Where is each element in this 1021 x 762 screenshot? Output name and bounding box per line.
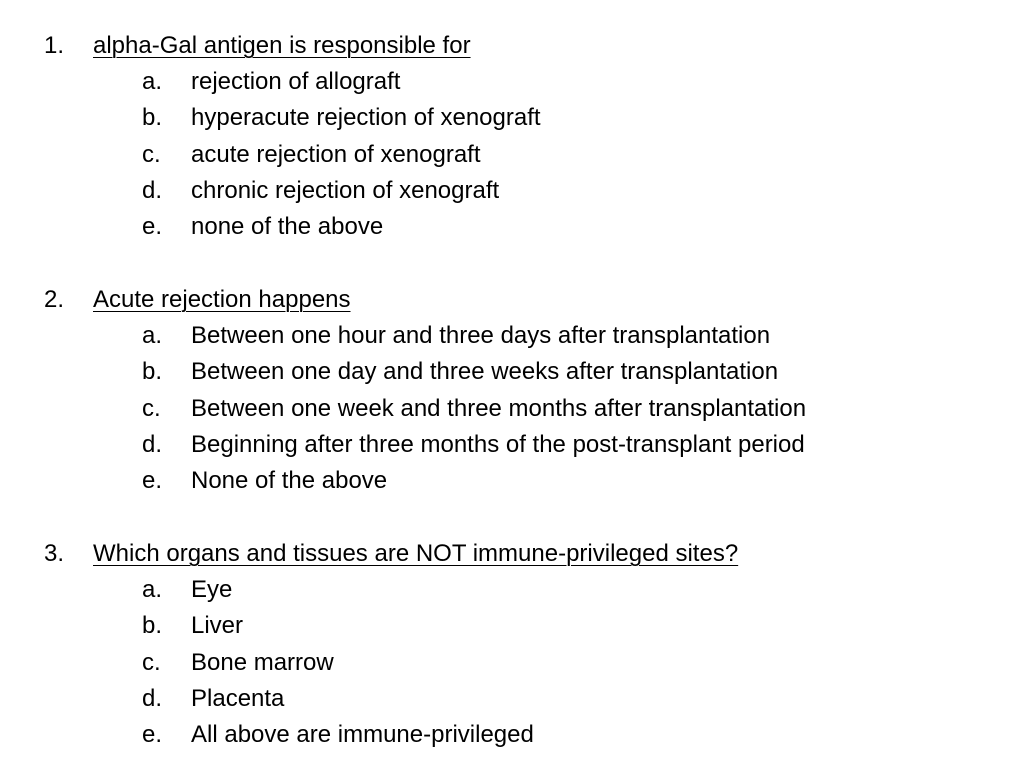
option-letter: c. (142, 394, 161, 422)
option-list (0, 64, 1021, 245)
option-text: Between one hour and three days after transplantation (191, 322, 771, 349)
option-letter: d. (142, 176, 163, 204)
option-letter: d. (142, 430, 163, 458)
option-letter: c. (142, 648, 161, 676)
option-text: chronic rejection of xenograft (191, 176, 500, 204)
option-d (0, 427, 1021, 463)
question-header (0, 536, 1021, 572)
option-text: rejection of allograft (191, 68, 401, 95)
option-letter: a. (142, 68, 163, 95)
option-b (0, 100, 1021, 136)
question-text: Acute rejection happens (93, 286, 351, 313)
option-text: Beginning after three months of the post-transplant period (191, 430, 805, 458)
option-letter: b. (142, 358, 163, 386)
option-b (0, 354, 1021, 390)
option-e (0, 463, 1021, 499)
question-1 (0, 28, 1021, 245)
option-e (0, 209, 1021, 245)
option-c (0, 391, 1021, 427)
option-list (0, 318, 1021, 499)
question-number: 1. (44, 32, 65, 59)
option-a (0, 318, 1021, 354)
option-list (0, 572, 1021, 753)
option-b (0, 608, 1021, 644)
option-c (0, 645, 1021, 681)
question-2 (0, 282, 1021, 499)
option-a (0, 64, 1021, 100)
option-text: none of the above (191, 213, 384, 241)
option-text: Placenta (191, 684, 285, 712)
option-letter: b. (142, 104, 163, 132)
question-header (0, 282, 1021, 318)
option-d (0, 681, 1021, 717)
option-text: Liver (191, 612, 244, 640)
question-text: Which organs and tissues are NOT immune-privileged sites? (93, 540, 739, 567)
option-text: hyperacute rejection of xenograft (191, 104, 541, 132)
option-d (0, 173, 1021, 209)
question-number: 2. (44, 286, 65, 313)
option-c (0, 137, 1021, 173)
option-letter: a. (142, 576, 163, 603)
option-letter: e. (142, 213, 163, 241)
option-e (0, 717, 1021, 753)
option-letter: d. (142, 684, 163, 712)
option-text: None of the above (191, 467, 388, 495)
option-text: All above are immune-privileged (191, 721, 534, 749)
question-header (0, 28, 1021, 64)
option-letter: c. (142, 140, 161, 168)
option-text: acute rejection of xenograft (191, 140, 481, 168)
option-letter: b. (142, 612, 163, 640)
option-letter: a. (142, 322, 163, 349)
option-letter: e. (142, 467, 163, 495)
question-number: 3. (44, 540, 65, 567)
question-3 (0, 536, 1021, 753)
option-text: Between one day and three weeks after transplantation (191, 358, 779, 386)
option-text: Between one week and three months after transplantation (191, 394, 807, 422)
question-text: alpha-Gal antigen is responsible for (93, 32, 471, 59)
option-text: Eye (191, 576, 233, 603)
option-text: Bone marrow (191, 648, 334, 676)
option-letter: e. (142, 721, 163, 749)
option-a (0, 572, 1021, 608)
